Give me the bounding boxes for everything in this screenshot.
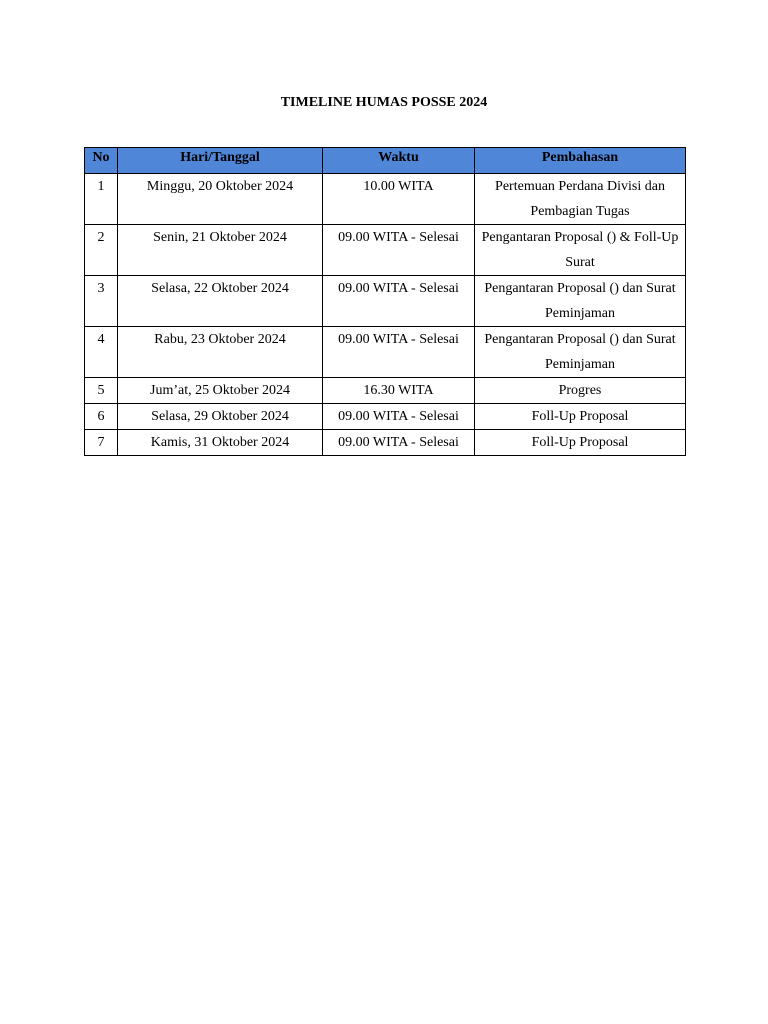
table-row <box>85 276 686 327</box>
cell-time: 16.30 WITA <box>323 378 475 404</box>
cell-time: 09.00 WITA - Selesai <box>323 225 475 276</box>
cell-date: Selasa, 29 Oktober 2024 <box>118 404 323 430</box>
cell-no: 2 <box>85 225 118 276</box>
cell-topic: Pengantaran Proposal () dan Surat Peminjaman <box>475 276 686 327</box>
header-topic: Pembahasan <box>475 148 686 174</box>
cell-topic: Pengantaran Proposal () & Foll-Up Surat <box>475 225 686 276</box>
table-row <box>85 430 686 456</box>
cell-topic: Foll-Up Proposal <box>475 404 686 430</box>
cell-time: 09.00 WITA - Selesai <box>323 404 475 430</box>
cell-no: 5 <box>85 378 118 404</box>
header-date: Hari/Tanggal <box>118 148 323 174</box>
cell-topic: Progres <box>475 378 686 404</box>
cell-time: 09.00 WITA - Selesai <box>323 430 475 456</box>
table-row <box>85 174 686 225</box>
cell-topic: Foll-Up Proposal <box>475 430 686 456</box>
cell-date: Minggu, 20 Oktober 2024 <box>118 174 323 225</box>
cell-date: Selasa, 22 Oktober 2024 <box>118 276 323 327</box>
cell-no: 4 <box>85 327 118 378</box>
cell-no: 1 <box>85 174 118 225</box>
cell-date: Kamis, 31 Oktober 2024 <box>118 430 323 456</box>
cell-topic: Pengantaran Proposal () dan Surat Peminjaman <box>475 327 686 378</box>
cell-time: 09.00 WITA - Selesai <box>323 327 475 378</box>
table-row <box>85 378 686 404</box>
table-row <box>85 404 686 430</box>
cell-date: Jum’at, 25 Oktober 2024 <box>118 378 323 404</box>
header-no: No <box>85 148 118 174</box>
page-title: TIMELINE HUMAS POSSE 2024 <box>280 95 488 110</box>
header-time: Waktu <box>323 148 475 174</box>
timeline-table <box>84 147 686 456</box>
cell-topic: Pertemuan Perdana Divisi dan Pembagian Tugas <box>475 174 686 225</box>
table-row <box>85 327 686 378</box>
table-row <box>85 225 686 276</box>
cell-date: Senin, 21 Oktober 2024 <box>118 225 323 276</box>
cell-no: 3 <box>85 276 118 327</box>
table-header-row <box>85 148 686 174</box>
cell-time: 10.00 WITA <box>323 174 475 225</box>
cell-no: 6 <box>85 404 118 430</box>
cell-time: 09.00 WITA - Selesai <box>323 276 475 327</box>
cell-date: Rabu, 23 Oktober 2024 <box>118 327 323 378</box>
cell-no: 7 <box>85 430 118 456</box>
